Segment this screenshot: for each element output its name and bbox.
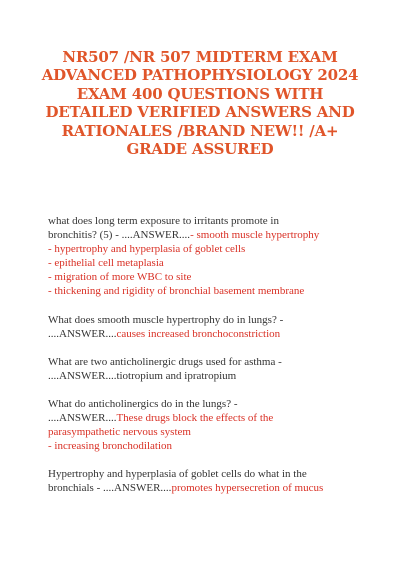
question-text: What does smooth muscle hypertrophy do in lungs? - xyxy=(48,313,284,326)
answer-text: - smooth muscle hypertrophy xyxy=(190,229,320,242)
qa-line xyxy=(48,397,368,411)
qa-list xyxy=(48,214,368,510)
qa-item xyxy=(48,214,368,299)
qa-line xyxy=(48,467,368,481)
qa-line xyxy=(48,369,368,383)
qa-item xyxy=(48,397,368,453)
question-text: ....ANSWER.... xyxy=(48,327,117,340)
question-text: bronchitis? (5) - ....ANSWER.... xyxy=(48,229,191,242)
question-text: What do anticholinergics do in the lungs? - xyxy=(48,397,238,410)
answer-text: - epithelial cell metaplasia xyxy=(48,257,164,270)
answer-text: - migration of more WBC to site xyxy=(48,271,192,284)
qa-line xyxy=(48,284,368,298)
title-line: EXAM 400 QUESTIONS WITH xyxy=(76,84,324,103)
qa-line xyxy=(48,214,368,228)
title-line: RATIONALES /BRAND NEW!! /A+ xyxy=(61,121,339,140)
document-title xyxy=(40,48,360,158)
answer-text: These drugs block the effects of the xyxy=(116,412,274,425)
answer-text: - increasing bronchodilation xyxy=(48,440,173,453)
qa-item xyxy=(48,313,368,341)
qa-line xyxy=(48,425,368,439)
qa-line xyxy=(48,327,368,341)
qa-item xyxy=(48,467,368,495)
title-line: GRADE ASSURED xyxy=(126,140,274,159)
answer-text: - thickening and rigidity of bronchial basement membrane xyxy=(48,285,305,298)
title-line: NR507 /NR 507 MIDTERM EXAM xyxy=(62,48,338,66)
qa-line xyxy=(48,355,368,369)
qa-item xyxy=(48,355,368,383)
qa-line xyxy=(48,256,368,270)
answer-text: causes increased bronchoconstriction xyxy=(116,327,281,340)
title-line: ADVANCED PATHOPHYSIOLOGY 2024 xyxy=(41,66,359,85)
question-text: Hypertrophy and hyperplasia of goblet cells do what in the xyxy=(48,468,307,481)
question-text: what does long term exposure to irritants promote in xyxy=(48,215,279,227)
question-text: ....ANSWER.... xyxy=(48,412,117,425)
question-text: bronchials - ....ANSWER.... xyxy=(48,482,172,495)
qa-line xyxy=(48,481,368,495)
qa-line xyxy=(48,411,368,425)
question-text: ....ANSWER....tiotropium and ipratropium xyxy=(48,369,237,382)
question-text: What are two anticholinergic drugs used for asthma - xyxy=(48,355,282,368)
answer-text: - hypertrophy and hyperplasia of goblet cells xyxy=(48,243,246,256)
answer-text: promotes hypersecretion of mucus xyxy=(171,482,324,495)
qa-line xyxy=(48,242,368,256)
qa-line xyxy=(48,313,368,327)
qa-line xyxy=(48,439,368,453)
title-line: DETAILED VERIFIED ANSWERS AND xyxy=(45,103,355,122)
qa-line xyxy=(48,228,368,242)
qa-line xyxy=(48,270,368,284)
answer-text: parasympathetic nervous system xyxy=(48,426,191,439)
